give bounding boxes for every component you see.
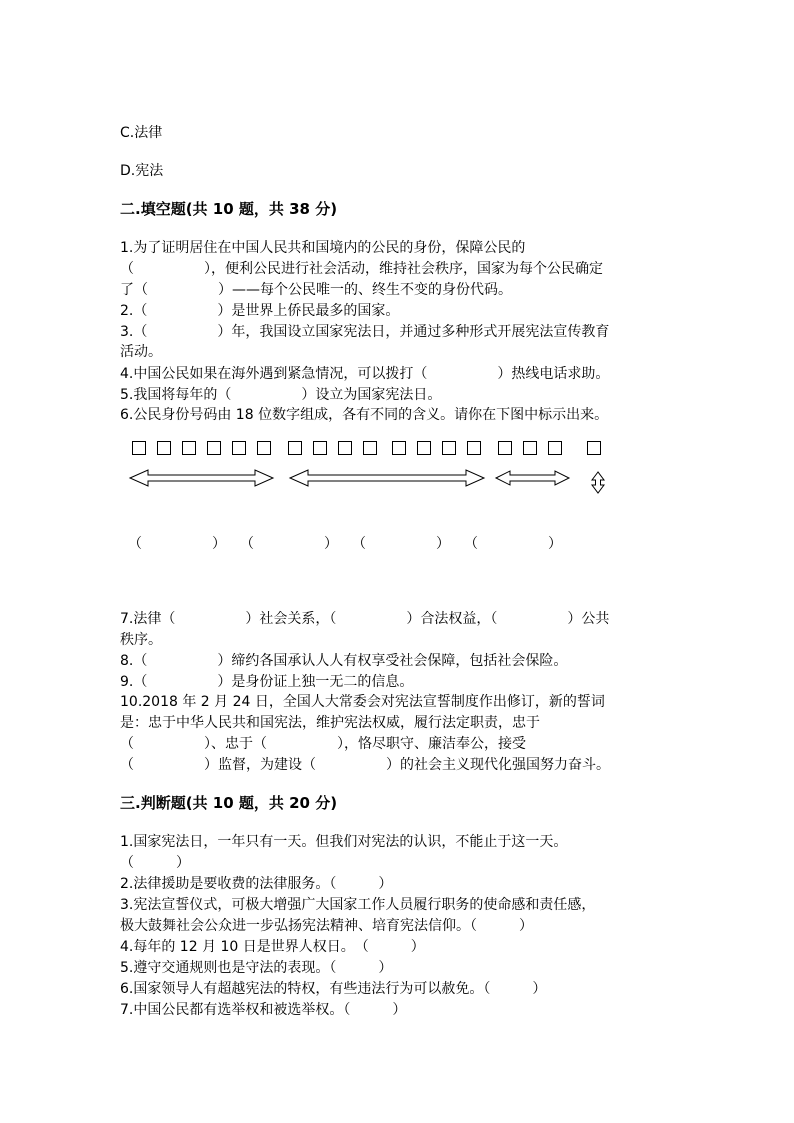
double-arrow-icon (290, 470, 484, 486)
q2-line: 3.（ ）年，我国设立国家宪法日，并通过多种形式开展宪法宣传教育 (120, 324, 610, 340)
q2-line: 活动。 (120, 344, 162, 360)
q2-line: 10.2018 年 2 月 24 日，全国人大常委会对宪法宣誓制度作出修订，新的誓词 (120, 694, 605, 710)
q3-line: （ ） (120, 855, 190, 871)
q2-line: 4.中国公民如果在海外遇到紧急情况，可以拨打（ ）热线电话求助。 (120, 366, 610, 382)
q2-line: （ ）、忠于（ ），恪尽职守、廉洁奉公，接受 (120, 736, 526, 752)
q2-line: 7.法律（ ）社会关系，（ ）合法权益，（ ）公共 (120, 611, 610, 627)
q3-line: 3.宪法宣誓仪式，可极大增强广大国家工作人员履行职务的使命感和责任感， (120, 897, 596, 913)
q2-line: 8.（ ）缔约各国承认人人有权享受社会保障，包括社会保险。 (120, 653, 568, 669)
up-down-arrow-icon (592, 472, 604, 493)
section3-heading: 三.判断题(共 10 题，共 20 分) (120, 794, 338, 812)
q3-line: 6.国家领导人有超越宪法的特权，有些违法行为可以赦免。（ ） (120, 981, 547, 997)
section2-heading: 二.填空题(共 10 题，共 38 分) (120, 200, 338, 218)
blank: （ ） (128, 536, 226, 552)
q3-line: 2.法律援助是要收费的法律服务。（ ） (120, 876, 393, 892)
option-d: D.宪法 (120, 163, 164, 179)
q3-line: 4.每年的 12 月 10 日是世界人权日。 （ ） (120, 939, 425, 955)
double-arrow-icon (130, 470, 273, 486)
q2-line: 9.（ ）是身份证上独一无二的信息。 (120, 674, 414, 690)
blank: （ ） (464, 536, 562, 552)
q3-line: 7.中国公民都有选举权和被选举权。（ ） (120, 1002, 407, 1018)
q2-line: 是：忠于中华人民共和国宪法，维护宪法权威，履行法定职责，忠于 (120, 715, 540, 731)
blank: （ ） (352, 536, 450, 552)
q2-line: 6.公民身份号码由 18 位数字组成，各有不同的含义。请你在下图中标示出来。 (120, 407, 609, 423)
q2-line: 5.我国将每年的（ ）设立为国家宪法日。 (120, 387, 442, 403)
q2-line: （ ）监督，为建设（ ）的社会主义现代化强国努力奋斗。 (120, 757, 610, 773)
double-arrow-icon (496, 471, 569, 485)
q2-line: （ ），便利公民进行社会活动，维持社会秩序，国家为每个公民确定 (120, 261, 603, 277)
q2-line: 秩序。 (120, 632, 162, 648)
q3-line: 极大鼓舞社会公众进一步弘扬宪法精神、培育宪法信仰。（ ） (120, 918, 533, 934)
q3-line: 1.国家宪法日，一年只有一天。但我们对宪法的认识，不能止于这一天。 (120, 834, 568, 850)
blank: （ ） (240, 536, 338, 552)
q3-line: 5.遵守交通规则也是守法的表现。（ ） (120, 960, 393, 976)
q2-line: 了（ ）——每个公民唯一的、终生不变的身份代码。 (120, 282, 512, 298)
q2-line: 2.（ ）是世界上侨民最多的国家。 (120, 303, 400, 319)
q2-line: 1.为了证明居住在中国人民共和国境内的公民的身份，保障公民的 (120, 240, 526, 256)
option-c: C.法律 (120, 125, 163, 141)
